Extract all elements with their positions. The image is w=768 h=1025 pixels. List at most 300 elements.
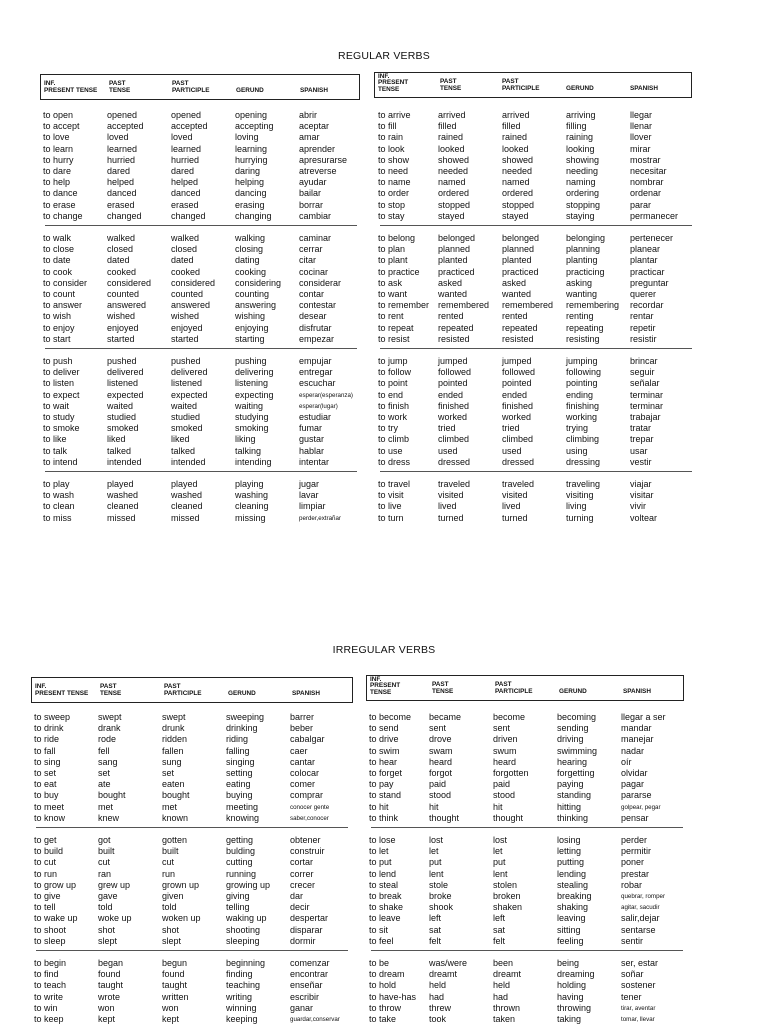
header-label: TENSE <box>370 689 392 696</box>
past-participle-cell: used <box>502 445 522 456</box>
past-tense-cell: wanted <box>438 289 468 299</box>
gerund-cell: wishing <box>235 311 266 322</box>
past-tense-cell: smoked <box>107 423 139 434</box>
infinitive-cell: to get <box>34 835 57 845</box>
past-participle-cell: planted <box>502 255 532 266</box>
gerund-cell: taking <box>557 1014 582 1024</box>
past-tense-cell: left <box>429 913 442 924</box>
past-participle-cell: needed <box>502 166 533 176</box>
past-participle-cell: dressed <box>502 456 535 467</box>
spanish-cell: disparar <box>290 924 323 935</box>
past-tense-cell: set <box>98 768 111 778</box>
past-participle-cell: cooked <box>171 266 201 277</box>
past-tense-cell: kept <box>98 1014 116 1024</box>
spanish-cell: cabalgar <box>290 734 325 745</box>
infinitive-cell: to name <box>378 177 411 188</box>
infinitive-cell: to put <box>369 857 392 868</box>
gerund-cell: bulding <box>226 846 256 857</box>
past-tense-cell: climbed <box>438 434 470 445</box>
gerund-cell: talking <box>235 445 262 456</box>
gerund-cell: thinking <box>557 812 589 823</box>
spanish-cell: escribir <box>290 991 320 1002</box>
gerund-cell: getting <box>226 835 254 845</box>
spanish-cell: llenar <box>630 121 653 132</box>
gerund-cell: ordering <box>566 188 600 199</box>
past-tense-cell: fell <box>98 745 110 756</box>
spanish-cell: permitir <box>621 846 652 857</box>
past-participle-cell: gotten <box>162 835 188 845</box>
past-participle-cell: dreamt <box>493 969 522 980</box>
past-tense-cell: cut <box>98 857 111 868</box>
past-tense-cell: closed <box>107 244 134 255</box>
past-participle-cell: taken <box>493 1014 516 1024</box>
table-header-right <box>366 675 684 701</box>
spanish-cell: terminar <box>630 389 664 400</box>
spanish-cell: voltear <box>630 512 658 523</box>
gerund-cell: looking <box>566 143 595 154</box>
past-participle-cell: become <box>493 712 526 722</box>
infinitive-cell: to remember <box>378 300 430 311</box>
gerund-cell: trying <box>566 423 589 434</box>
gerund-cell: using <box>566 445 588 456</box>
past-tense-cell: looked <box>438 143 465 154</box>
gerund-cell: running <box>226 868 257 879</box>
gerund-cell: feeling <box>557 935 584 946</box>
infinitive-cell: to live <box>378 501 402 512</box>
past-participle-cell: drunk <box>162 723 185 734</box>
spanish-cell: sentir <box>621 935 644 946</box>
past-tense-cell: followed <box>438 367 472 378</box>
header-label: PRESENT <box>370 682 401 689</box>
gerund-cell: helping <box>235 177 265 188</box>
gerund-cell: throwing <box>557 1002 592 1013</box>
gerund-cell: ending <box>566 389 594 400</box>
gerund-cell: erasing <box>235 199 265 210</box>
gerund-cell: considering <box>235 277 282 288</box>
past-tense-cell: lost <box>429 835 444 845</box>
past-participle-cell: heard <box>493 756 517 767</box>
past-tense-cell: planted <box>438 255 468 266</box>
past-participle-cell: tried <box>502 423 520 434</box>
past-tense-cell: drove <box>429 734 452 745</box>
past-tense-cell: held <box>429 980 447 991</box>
header-label: PAST <box>502 78 519 85</box>
past-tense-cell: learned <box>107 143 138 154</box>
spanish-cell: intentar <box>299 456 330 467</box>
infinitive-cell: to accept <box>43 121 80 132</box>
infinitive-cell: to climb <box>378 434 410 445</box>
past-participle-cell: stolen <box>493 879 518 890</box>
spanish-cell: seguir <box>630 367 655 378</box>
past-participle-cell: put <box>493 857 506 868</box>
past-participle-cell: started <box>171 333 199 344</box>
spanish-cell: cambiar <box>299 210 332 221</box>
past-tense-cell: turned <box>438 512 464 523</box>
past-participle-cell: grown up <box>162 879 200 890</box>
infinitive-cell: to sit <box>369 924 389 935</box>
spanish-cell: despertar <box>290 913 329 924</box>
gerund-cell: practicing <box>566 266 605 277</box>
gerund-cell: setting <box>226 768 253 778</box>
infinitive-cell: to build <box>34 846 64 857</box>
past-tense-cell: visited <box>438 490 464 501</box>
infinitive-cell: to eat <box>34 779 57 790</box>
past-tense-cell: let <box>429 846 439 857</box>
past-tense-cell: played <box>107 479 134 489</box>
section-title: IRREGULAR VERBS <box>332 644 436 656</box>
gerund-cell: hurrying <box>235 154 268 165</box>
spanish-cell: bailar <box>299 188 322 199</box>
infinitive-cell: to turn <box>378 512 404 523</box>
spanish-cell: cortar <box>290 857 314 868</box>
gerund-cell: cleaning <box>235 501 269 512</box>
header-label: PARTICIPLE <box>172 87 210 94</box>
spanish-cell: jugar <box>299 479 320 489</box>
spanish-cell: lavar <box>299 490 319 501</box>
spanish-cell: preguntar <box>630 277 669 288</box>
past-tense-cell: counted <box>107 289 140 299</box>
spanish-cell: brincar <box>630 356 658 366</box>
past-tense-cell: asked <box>438 277 463 288</box>
past-tense-cell: resisted <box>438 333 470 344</box>
spanish-cell: viajar <box>630 479 652 489</box>
gerund-cell: daring <box>235 166 261 176</box>
past-tense-cell: dared <box>107 166 131 176</box>
table-header-right <box>374 72 692 98</box>
past-tense-cell: rode <box>98 734 117 745</box>
header-label: PRESENT <box>378 79 409 86</box>
header-label: PARTICIPLE <box>495 688 533 695</box>
past-tense-cell: accepted <box>107 121 144 132</box>
infinitive-cell: to teach <box>34 980 67 991</box>
header-label: PAST <box>172 80 189 87</box>
past-participle-cell: set <box>162 768 175 778</box>
spanish-cell: apresurarse <box>299 154 348 165</box>
past-participle-cell: sat <box>493 924 506 935</box>
infinitive-cell: to study <box>43 412 75 422</box>
past-participle-cell: showed <box>502 154 534 165</box>
infinitive-cell: to be <box>369 958 390 968</box>
gerund-cell: hearing <box>557 756 588 767</box>
header-label: GERUND <box>566 85 594 92</box>
past-tense-cell: repeated <box>438 322 474 333</box>
infinitive-cell: to become <box>369 712 412 722</box>
past-participle-cell: won <box>162 1002 179 1013</box>
gerund-cell: losing <box>557 835 581 845</box>
header-label: GERUND <box>559 688 587 695</box>
table-header-left <box>31 677 353 703</box>
spanish-cell: dar <box>290 891 304 901</box>
past-tense-cell: named <box>438 177 466 188</box>
spanish-cell: señalar <box>630 378 660 389</box>
spanish-cell: borrar <box>299 199 324 210</box>
spanish-cell: considerar <box>299 277 342 288</box>
past-tense-cell: missed <box>107 512 136 523</box>
gerund-cell: dreaming <box>557 969 595 980</box>
spanish-cell: pensar <box>621 812 649 823</box>
past-tense-cell: expected <box>107 389 144 400</box>
section-title: REGULAR VERBS <box>338 50 430 62</box>
past-tense-cell: paid <box>429 779 447 790</box>
past-participle-cell: stood <box>493 790 516 801</box>
spanish-cell: abrir <box>299 110 318 120</box>
spanish-cell: amar <box>299 132 320 143</box>
infinitive-cell: to let <box>369 846 389 857</box>
past-tense-cell: told <box>98 902 113 913</box>
gerund-cell: having <box>557 991 584 1002</box>
past-participle-cell: turned <box>502 512 528 523</box>
spanish-cell: ser, estar <box>621 958 659 968</box>
infinitive-cell: to walk <box>43 233 72 243</box>
spanish-cell: olvidar <box>621 768 648 778</box>
past-participle-cell: lived <box>502 501 521 512</box>
infinitive-cell: to cut <box>34 857 57 868</box>
header-label: SPANISH <box>300 87 328 94</box>
past-participle-cell: forgotten <box>493 768 529 778</box>
past-participle-cell: woken up <box>162 913 201 924</box>
past-participle-cell: arrived <box>502 110 530 120</box>
infinitive-cell: to change <box>43 210 83 221</box>
past-tense-cell: waited <box>107 400 134 411</box>
spanish-cell: gustar <box>299 434 325 445</box>
past-participle-cell: enjoyed <box>171 322 203 333</box>
past-participle-cell: answered <box>171 300 211 311</box>
past-tense-cell: helped <box>107 177 135 188</box>
spanish-cell: parar <box>630 199 652 210</box>
past-tense-cell: arrived <box>438 110 466 120</box>
spanish-cell: citar <box>299 255 317 266</box>
past-tense-cell: dreamt <box>429 969 458 980</box>
gerund-cell: wanting <box>566 289 598 299</box>
infinitive-cell: to give <box>34 891 61 901</box>
past-tense-cell: opened <box>107 110 138 120</box>
past-tense-cell: got <box>98 835 111 845</box>
spanish-cell: oír <box>621 756 632 767</box>
header-label: GERUND <box>236 87 264 94</box>
past-participle-cell: visited <box>502 490 528 501</box>
gerund-cell: renting <box>566 311 594 322</box>
infinitive-cell: to end <box>378 389 404 400</box>
past-tense-cell: gave <box>98 891 118 901</box>
spanish-cell: tener <box>621 991 642 1002</box>
past-participle-cell: practiced <box>502 266 539 277</box>
infinitive-cell: to practice <box>378 266 420 277</box>
past-participle-cell: had <box>493 991 509 1002</box>
spanish-cell: agitar, sacudir <box>621 904 660 912</box>
past-tense-cell: enjoyed <box>107 322 139 333</box>
infinitive-cell: to cook <box>43 266 73 277</box>
infinitive-cell: to rent <box>378 311 404 322</box>
spanish-cell: aprender <box>299 143 336 154</box>
gerund-cell: dating <box>235 255 260 266</box>
spanish-cell: mandar <box>621 723 652 734</box>
gerund-cell: falling <box>226 745 250 756</box>
past-tense-cell: ran <box>98 868 112 879</box>
gerund-cell: driving <box>557 734 584 745</box>
past-tense-cell: found <box>98 969 121 980</box>
infinitive-cell: to ask <box>378 277 403 288</box>
spanish-cell: desear <box>299 311 327 322</box>
group-separator <box>380 225 692 226</box>
past-tense-cell: grew up <box>98 879 131 890</box>
past-participle-cell: repeated <box>502 322 538 333</box>
gerund-cell: putting <box>557 857 585 868</box>
past-tense-cell: jumped <box>438 356 468 366</box>
past-participle-cell: paid <box>493 779 511 790</box>
spanish-cell: conocer gente <box>290 803 330 811</box>
past-participle-cell: liked <box>171 434 190 445</box>
spanish-cell: comprar <box>290 790 324 801</box>
infinitive-cell: to steal <box>369 879 399 890</box>
infinitive-cell: to belong <box>378 233 416 243</box>
past-tense-cell: pointed <box>438 378 468 389</box>
spanish-cell: quebrar, romper <box>621 893 666 900</box>
header-label: INF. <box>378 73 390 80</box>
gerund-cell: learning <box>235 143 268 154</box>
gerund-cell: keeping <box>226 1014 258 1024</box>
spanish-cell: perder <box>621 835 648 845</box>
gerund-cell: asking <box>566 277 593 288</box>
past-participle-cell: studied <box>171 412 201 422</box>
past-participle-cell: left <box>493 913 506 924</box>
infinitive-cell: to answer <box>43 300 83 311</box>
past-tense-cell: knew <box>98 812 120 823</box>
past-participle-cell: swept <box>162 712 186 722</box>
past-participle-cell: played <box>171 479 198 489</box>
infinitive-cell: to date <box>43 255 71 266</box>
past-tense-cell: heard <box>429 756 453 767</box>
past-tense-cell: studied <box>107 412 137 422</box>
spanish-cell: enseñar <box>290 980 323 991</box>
group-separator <box>380 471 692 472</box>
spanish-cell: ayudar <box>299 177 327 188</box>
past-tense-cell: stole <box>429 879 449 890</box>
past-participle-cell: fallen <box>162 745 184 756</box>
gerund-cell: pushing <box>235 356 267 366</box>
spanish-cell: cantar <box>290 756 316 767</box>
past-participle-cell: worked <box>502 412 532 422</box>
gerund-cell: meeting <box>226 801 259 812</box>
spanish-cell: fumar <box>299 423 323 434</box>
gerund-cell: opening <box>235 110 268 120</box>
gerund-cell: giving <box>226 891 250 901</box>
infinitive-cell: to count <box>43 289 76 299</box>
infinitive-cell: to jump <box>378 356 408 366</box>
gerund-cell: enjoying <box>235 322 269 333</box>
infinitive-cell: to arrive <box>378 110 411 120</box>
past-tense-cell: taught <box>98 980 124 991</box>
gerund-cell: dancing <box>235 188 267 199</box>
infinitive-cell: to finish <box>378 400 410 411</box>
past-participle-cell: talked <box>171 445 196 456</box>
past-participle-cell: rained <box>502 132 528 143</box>
gerund-cell: sweeping <box>226 712 265 722</box>
infinitive-cell: to show <box>378 154 410 165</box>
gerund-cell: standing <box>557 790 592 801</box>
gerund-cell: letting <box>557 846 582 857</box>
past-participle-cell: let <box>493 846 503 857</box>
infinitive-cell: to point <box>378 378 408 389</box>
gerund-cell: planning <box>566 244 601 255</box>
gerund-cell: lending <box>557 868 587 879</box>
past-participle-cell: missed <box>171 512 200 523</box>
past-tense-cell: talked <box>107 445 132 456</box>
gerund-cell: cutting <box>226 857 253 868</box>
past-tense-cell: showed <box>438 154 470 165</box>
spanish-cell: contar <box>299 289 325 299</box>
past-participle-cell: asked <box>502 277 527 288</box>
past-tense-cell: put <box>429 857 442 868</box>
gerund-cell: smoking <box>235 423 269 434</box>
gerund-cell: naming <box>566 177 596 188</box>
infinitive-cell: to repeat <box>378 322 414 333</box>
past-tense-cell: forgot <box>429 768 453 778</box>
past-participle-cell: smoked <box>171 423 203 434</box>
spanish-cell: soñar <box>621 969 644 980</box>
infinitive-cell: to leave <box>369 913 401 924</box>
spanish-cell: empezar <box>299 333 335 344</box>
infinitive-cell: to drink <box>34 723 64 734</box>
infinitive-cell: to find <box>34 969 59 980</box>
infinitive-cell: to travel <box>378 479 411 489</box>
gerund-cell: showing <box>566 154 600 165</box>
past-participle-cell: bought <box>162 790 190 801</box>
spanish-cell: mostrar <box>630 154 661 165</box>
past-participle-cell: swum <box>493 745 517 756</box>
gerund-cell: teaching <box>226 980 261 991</box>
gerund-cell: remembering <box>566 300 620 311</box>
gerund-cell: filling <box>566 121 587 132</box>
past-participle-cell: climbed <box>502 434 534 445</box>
infinitive-cell: to dance <box>43 188 78 199</box>
gerund-cell: living <box>566 501 587 512</box>
spanish-cell: esperar(esperanza) <box>299 391 353 399</box>
past-tense-cell: ate <box>98 779 111 790</box>
infinitive-cell: to deliver <box>43 367 80 378</box>
past-participle-cell: told <box>162 902 177 913</box>
past-participle-cell: wanted <box>502 289 532 299</box>
infinitive-cell: to lend <box>369 868 397 879</box>
past-participle-cell: shaken <box>493 902 523 913</box>
past-participle-cell: ordered <box>502 188 534 199</box>
past-tense-cell: sang <box>98 756 118 767</box>
gerund-cell: waking up <box>226 913 267 924</box>
gerund-cell: riding <box>226 734 249 745</box>
past-participle-cell: shot <box>162 924 180 935</box>
header-label: PARTICIPLE <box>164 690 202 697</box>
past-participle-cell: built <box>162 846 179 857</box>
infinitive-cell: to begin <box>34 958 67 968</box>
past-tense-cell: slept <box>98 935 118 946</box>
infinitive-cell: to dare <box>43 166 72 176</box>
gerund-cell: arriving <box>566 110 596 120</box>
spanish-cell: construir <box>290 846 325 857</box>
past-participle-cell: cleaned <box>171 501 203 512</box>
past-participle-cell: planned <box>502 244 535 255</box>
infinitive-cell: to plan <box>378 244 406 255</box>
past-tense-cell: lived <box>438 501 457 512</box>
past-participle-cell: walked <box>171 233 200 243</box>
spanish-cell: tratar <box>630 423 652 434</box>
past-participle-cell: stopped <box>502 199 535 210</box>
infinitive-cell: to sing <box>34 756 61 767</box>
gerund-cell: breaking <box>557 891 592 901</box>
spanish-cell: practicar <box>630 266 665 277</box>
infinitive-cell: to fall <box>34 745 56 756</box>
infinitive-cell: to think <box>369 812 399 823</box>
spanish-cell: pararse <box>621 790 652 801</box>
past-participle-cell: looked <box>502 143 529 154</box>
